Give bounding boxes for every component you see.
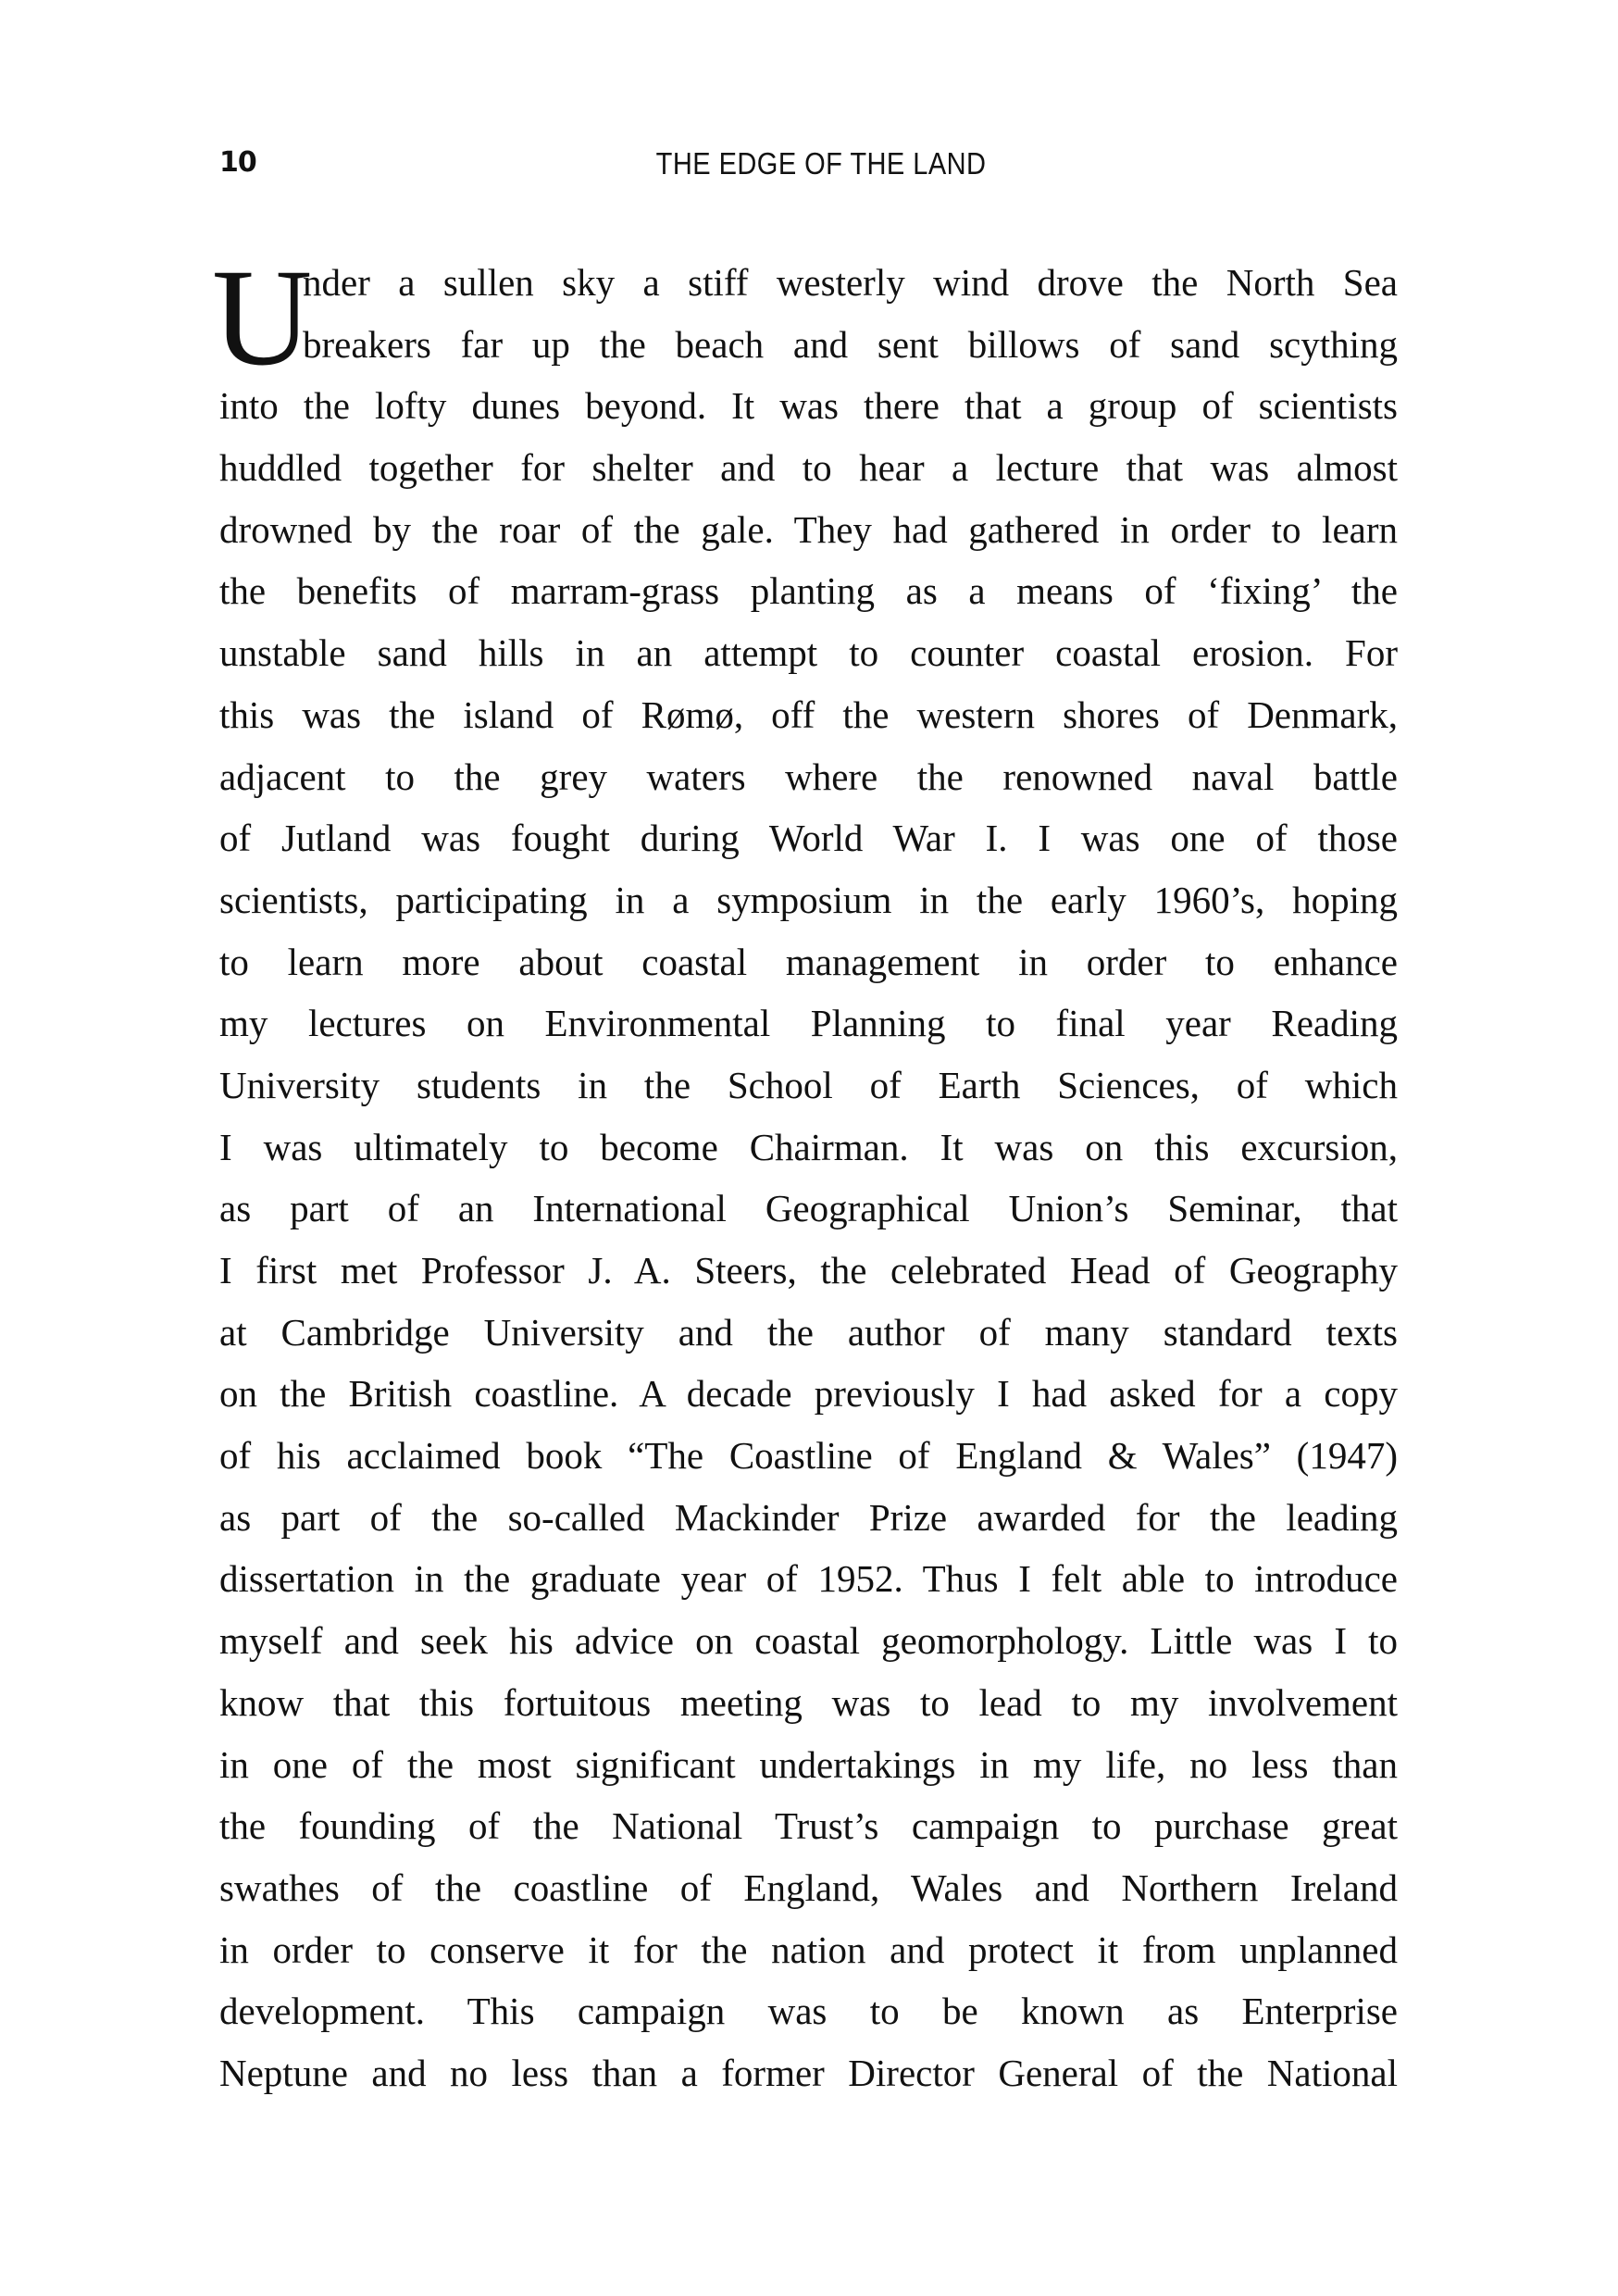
running-head [0, 146, 1618, 183]
text-line [219, 1919, 1398, 1981]
text-line [219, 1548, 1398, 1610]
text-line [219, 1240, 1398, 1302]
text-line-content: I first met Professor J. A. Steers, the celebrated Head of Geography [219, 1249, 1398, 1292]
text-line-content: adjacent to the grey waters where the renowned naval battle [219, 755, 1398, 798]
text-line [219, 869, 1398, 931]
text-line [219, 1425, 1398, 1487]
text-line-content: Neptune and no less than a former Director General of the National [219, 2051, 1398, 2094]
text-line-content: the benefits of marram-grass planting as a means of ‘fixing’ the [219, 569, 1398, 613]
text-line [219, 807, 1398, 869]
text-line-content: scientists, participating in a symposium in the early 1960’s, hoping [219, 878, 1398, 921]
text-line-content: University students in the School of Earth Sciences, of which [219, 1063, 1398, 1106]
text-line-content: myself and seek his advice on coastal geomorphology. Little was I to [219, 1619, 1398, 1663]
text-line-content: nder a sullen sky a stiff westerly wind drove the North Sea [303, 261, 1398, 304]
text-line [219, 1795, 1398, 1857]
text-line-content: know that this fortuitous meeting was to lead to my involvement [219, 1680, 1398, 1724]
text-line [219, 992, 1398, 1054]
text-line-content: into the lofty dunes beyond. It was there that a group of scientists [219, 384, 1398, 428]
text-line [219, 746, 1398, 808]
text-line [219, 1302, 1398, 1364]
text-line-content: in one of the most significant undertakings in my life, no less than [219, 1742, 1398, 1786]
text-line [219, 931, 1398, 993]
text-line-content: of his acclaimed book “The Coastline of England & Wales” (1947) [219, 1434, 1398, 1478]
page-number: 10 [219, 146, 256, 179]
text-line-content: drowned by the roar of the gale. They had gathered in order to learn [219, 507, 1398, 551]
text-line-content: my lectures on Environmental Planning to final year Reading [219, 1002, 1398, 1045]
text-line [219, 1054, 1398, 1117]
text-line [219, 1178, 1398, 1240]
text-line [219, 684, 1398, 746]
text-line [219, 1672, 1398, 1734]
text-line [219, 2042, 1398, 2104]
text-line-content: on the British coastline. A decade previously I had asked for a copy [219, 1372, 1398, 1416]
text-line [219, 1363, 1398, 1425]
text-line-content: huddled together for shelter and to hear a lecture that was almost [219, 446, 1398, 490]
text-line-content: the founding of the National Trust’s campaign to purchase great [219, 1804, 1398, 1848]
text-line [219, 622, 1398, 684]
text-line [219, 375, 1398, 437]
text-line-content: unstable sand hills in an attempt to counter coastal erosion. For [219, 631, 1398, 675]
text-line [219, 499, 1398, 561]
text-line [219, 252, 1398, 314]
text-line [219, 560, 1398, 622]
text-line-content: I was ultimately to become Chairman. It was on this excursion, [219, 1125, 1398, 1168]
text-line-content: breakers far up the beach and sent billows of sand scything [303, 322, 1398, 366]
text-line [219, 1980, 1398, 2042]
text-line [219, 1610, 1398, 1672]
text-line [219, 1857, 1398, 1919]
running-title: THE EDGE OF THE LAND [655, 146, 987, 181]
text-line-content: dissertation in the graduate year of 1952. Thus I felt able to introduce [219, 1557, 1398, 1601]
text-line-content: at Cambridge University and the author of many standard texts [219, 1310, 1398, 1354]
paragraph [219, 252, 1398, 2104]
text-line-content: this was the island of Rømø, off the western shores of Denmark, [219, 693, 1398, 736]
text-line [219, 1487, 1398, 1549]
text-line [219, 437, 1398, 499]
drop-cap: U [212, 241, 313, 394]
text-line-content: of Jutland was fought during World War I. I was one of those [219, 817, 1398, 860]
text-line-content: as part of the so-called Mackinder Prize awarded for the leading [219, 1495, 1398, 1539]
text-line [219, 314, 1398, 376]
text-line [219, 1117, 1398, 1179]
text-line-content: in order to conserve it for the nation and protect it from unplanned [219, 1928, 1398, 1971]
text-line-content: swathes of the coastline of England, Wales and Northern Ireland [219, 1866, 1398, 1909]
text-line-content: as part of an International Geographical Union’s Seminar, that [219, 1187, 1398, 1230]
body-text [212, 241, 1398, 2104]
text-line-content: to learn more about coastal management in order to enhance [219, 940, 1398, 983]
text-line-content: development. This campaign was to be known as Enterprise [219, 1990, 1398, 2033]
text-line [219, 1734, 1398, 1796]
